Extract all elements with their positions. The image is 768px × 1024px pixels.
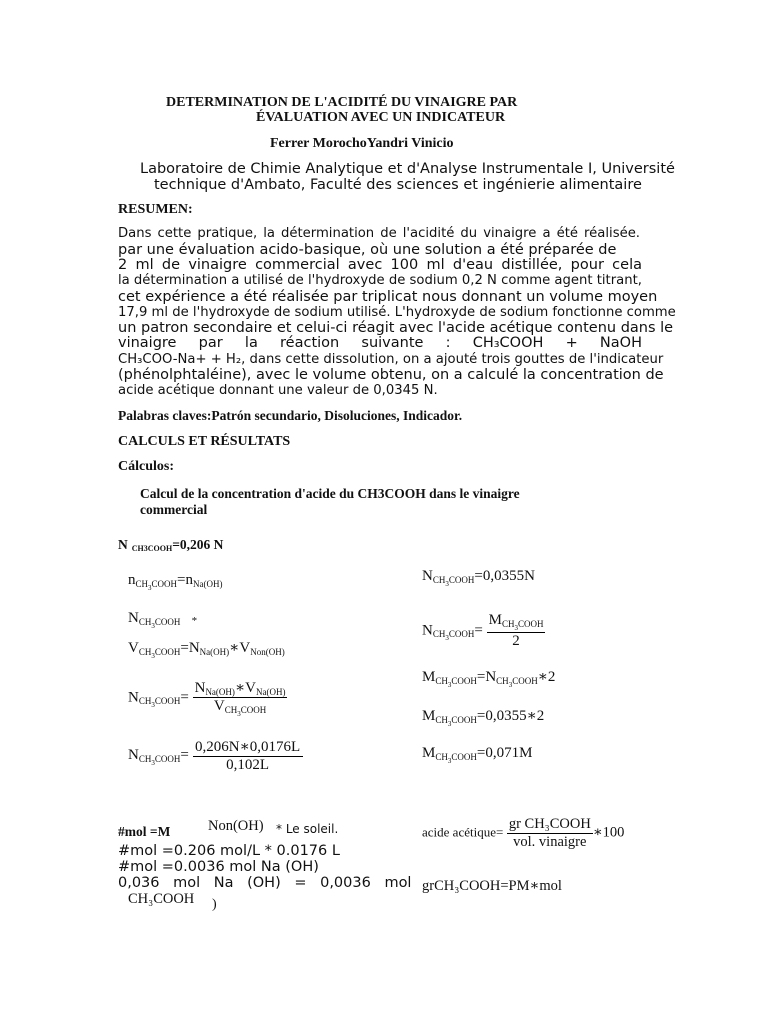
author: Ferrer MorochoYandri Vinicio bbox=[270, 136, 454, 151]
equation-right-1: $N_{CH_3COOH}=0,0355N$ bbox=[422, 568, 535, 588]
equation-right-4: $M_{CH_3COOH}=0,0355∗2$ bbox=[422, 708, 545, 728]
non-oh: Non(OH) bbox=[208, 818, 264, 834]
results-heading: CALCULS ET RÉSULTATS bbox=[118, 434, 291, 449]
abstract-line: 17,9 ml de l'hydroxyde de sodium utilisé. L'hydroxyde de sodium fonctionne comme bbox=[118, 305, 676, 320]
equation-right-2: $N_{CH_3COOH}=$ $\frac{M_{CH_3COOH}}{2}$ bbox=[422, 612, 544, 649]
abstract-line: la détermination a utilisé de l'hydroxyde de sodium 0,2 N comme agent titrant, bbox=[118, 273, 642, 288]
mol-line-2: #mol =0.0036 mol Na (OH) bbox=[118, 859, 319, 875]
equation-right-5: $M_{CH_3COOH}=0,071M$ bbox=[422, 745, 533, 765]
keywords: Palabras claves:Patrón secundario, Disoluciones, Indicador. bbox=[118, 408, 463, 423]
equation-n-numeric: $N_{CH_3COOH}=$ $\frac{0,206N∗0,0176L}{0,102L}$ bbox=[128, 737, 303, 774]
mol-line-3: 0,036 mol Na (OH) = 0,0036 mol bbox=[118, 875, 412, 891]
equation-n-times: $N_{CH_3COOH}$ * bbox=[128, 610, 198, 630]
abstract-line: acide acétique donnant une valeur de 0,0345 N. bbox=[118, 383, 438, 398]
acid-formula: acide acétique= $\frac{\text{gr CH₃COOH}}{\text{vol. vinaigre}}$ ∗100 bbox=[422, 816, 625, 850]
affiliation-line-2: technique d'Ambato, Faculté des sciences et ingénierie alimentaire bbox=[154, 177, 642, 193]
abstract-line: 2 ml de vinaigre commercial avec 100 ml d'eau distillée, pour cela bbox=[118, 257, 642, 273]
abstract-heading: RESUMEN: bbox=[118, 202, 193, 217]
abstract-line: Dans cette pratique, la détermination de l'acidité du vinaigre a été réalisée. bbox=[118, 226, 640, 241]
bullet-line-1: Calcul de la concentration d'acide du CH3COOH dans le vinaigre bbox=[140, 486, 520, 501]
eq5-denominator: 0,102L bbox=[226, 757, 270, 773]
mol-line-1: #mol =0.206 mol/L * 0.0176 L bbox=[118, 843, 340, 859]
note-soleil: * Le soleil. bbox=[276, 822, 339, 836]
affiliation-line-1: Laboratoire de Chimie Analytique et d'Analyse Instrumentale I, Université bbox=[140, 161, 675, 177]
equation-n-fraction: $N_{CH_3COOH}=$ $\frac{N_{Na(OH)}∗V_{Na(OH)}}{V_{CH_3COOH}}$ bbox=[128, 680, 286, 718]
abstract-line: cet expérience a été réalisée par triplicat nous donnant un volume moyen bbox=[118, 289, 658, 305]
title-line-2: ÉVALUATION AVEC UN INDICATEUR bbox=[256, 110, 506, 125]
equation-v-n-v: $V_{CH_3COOH}=N_{Na(OH)}∗V_{Non(OH)}$ bbox=[128, 640, 285, 660]
mol-paren: ) bbox=[212, 897, 217, 912]
calculations-subheading: Cálculos: bbox=[118, 459, 174, 474]
bullet-line-2: commercial bbox=[140, 502, 208, 517]
abstract-line: CH₃COO-Na+ + H₂, dans cette dissolution, on a ajouté trois gouttes de l'indicateur bbox=[118, 352, 664, 367]
mol-label: #mol =M bbox=[118, 824, 171, 839]
n-result: NCH3COOH=0,206 N bbox=[118, 537, 224, 553]
abstract-line: vinaigre par la réaction suivante : CH₃COOH + NaOH bbox=[118, 335, 642, 351]
abstract-line: un patron secondaire et celui-ci réagit avec l'acide acétique contenu dans le bbox=[118, 320, 674, 336]
eq5-numerator: 0,206N∗0,0176L bbox=[193, 737, 303, 757]
equation-moles-equal: $n_{CH_3COOH}=n_{Na(OH)}$ bbox=[128, 572, 223, 592]
title-line-1: DETERMINATION DE L'ACIDITÉ DU VINAIGRE PAR bbox=[166, 95, 518, 110]
gr-formula: grCH₃COOH=PM∗mol bbox=[422, 878, 562, 894]
abstract-line: par une évaluation acido-basique, où une solution a été préparée de bbox=[118, 242, 617, 258]
mol-line-4: CH₃COOH bbox=[128, 891, 195, 907]
abstract-line: (phénolphtaléine), avec le volume obtenu, on a calculé la concentration de bbox=[118, 367, 664, 383]
equation-right-3: $M_{CH_3COOH}=N_{CH_3COOH}∗2$ bbox=[422, 669, 556, 689]
